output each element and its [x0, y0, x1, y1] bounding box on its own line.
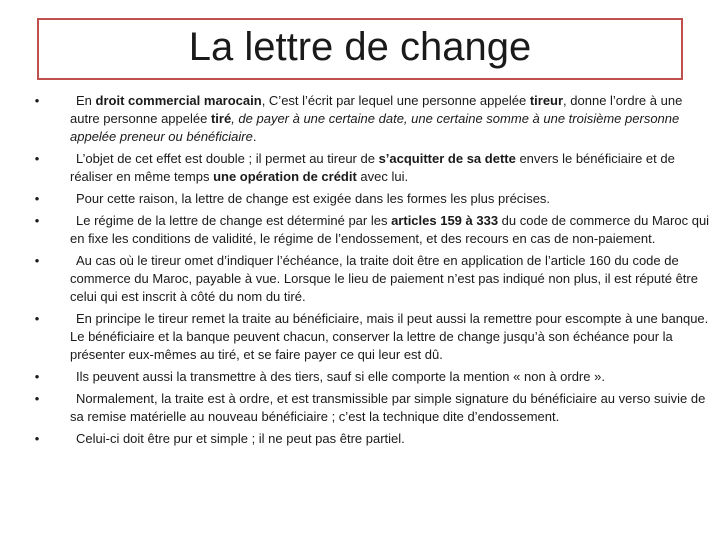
- bullet-item: [30, 310, 710, 364]
- text-run: , donne l’ordre à une autre personne appelée: [70, 93, 683, 126]
- bullet-dot-icon: •: [34, 431, 40, 446]
- bullet-list: [30, 92, 710, 452]
- bullet-item: [30, 150, 710, 186]
- text-run: envers le bénéficiaire et de réaliser en même temps: [70, 151, 675, 184]
- bullet-dot-icon: •: [34, 213, 40, 228]
- bullet-item: [30, 190, 710, 208]
- text-run: articles 159 à 333: [391, 213, 499, 228]
- text-run: avec lui.: [356, 169, 409, 184]
- bullet-text: [70, 368, 710, 386]
- bullet-dot-icon: •: [34, 253, 40, 268]
- bullet-dot-icon: •: [34, 191, 40, 206]
- text-run: En principe le tireur remet la traite au bénéficiaire, mais il peut aussi la remettre pour escompte à une banque. Le bénéficiaire et la banque peuvent chacun, conserver la lettre de change jusqu’à son échéance pour la présenter eux-mêmes au tiré, et se faire payer ce qui leur est dû.: [70, 311, 709, 362]
- text-run: .: [252, 129, 257, 144]
- bullet-dot-icon: •: [34, 369, 40, 384]
- text-run: Celui-ci doit être pur et simple ; il ne peut pas être partiel.: [76, 431, 405, 446]
- text-run: une opération de crédit: [213, 169, 357, 184]
- bullet-text: [70, 430, 710, 448]
- bullet-dot-icon: •: [34, 151, 40, 166]
- text-run: En: [76, 93, 96, 108]
- text-run: Normalement, la traite est à ordre, et est transmissible par simple signature du bénéficiaire au verso suivie de sa remise matérielle au nouveau bénéficiaire ; c’est la technique dite d’endossement.: [70, 391, 706, 424]
- text-run: tiré: [210, 111, 232, 126]
- bullet-text: [70, 310, 710, 364]
- bullet-item: [30, 368, 710, 386]
- bullet-item: [30, 92, 710, 146]
- slide-title: La lettre de change: [188, 25, 532, 69]
- bullet-dot-icon: •: [34, 311, 40, 326]
- text-run: Pour cette raison, la lettre de change est exigée dans les formes les plus précises.: [76, 191, 551, 206]
- text-run: , de payer à une certaine date, une certaine somme à une troisième personne appelée preneur ou bénéficiaire: [70, 111, 680, 144]
- text-run: Le régime de la lettre de change est déterminé par les: [76, 213, 392, 228]
- bullet-item: [30, 252, 710, 306]
- bullet-text: [70, 252, 710, 306]
- bullet-item: [30, 390, 710, 426]
- text-run: du code de commerce du Maroc qui en fixe les conditions de validité, le régime de l’endossement, et des recours en cas de non-paiement.: [70, 213, 710, 246]
- bullet-item: [30, 212, 710, 248]
- bullet-text: [70, 92, 710, 146]
- title-box: [37, 18, 683, 80]
- text-run: , C’est l’écrit par lequel une personne appelée: [261, 93, 530, 108]
- bullet-text: [70, 190, 710, 208]
- text-run: s’acquitter de sa dette: [378, 151, 516, 166]
- bullet-item: [30, 430, 710, 448]
- bullet-dot-icon: •: [34, 391, 40, 406]
- bullet-text: [70, 212, 710, 248]
- text-run: Ils peuvent aussi la transmettre à des tiers, sauf si elle comporte la mention « non à ordre ».: [76, 369, 605, 384]
- text-run: droit commercial marocain: [95, 93, 262, 108]
- text-run: tireur: [529, 93, 564, 108]
- text-run: L’objet de cet effet est double ; il permet au tireur de: [76, 151, 379, 166]
- bullet-dot-icon: •: [34, 93, 40, 108]
- bullet-text: [70, 390, 710, 426]
- bullet-text: [70, 150, 710, 186]
- text-run: Au cas où le tireur omet d’indiquer l’échéance, la traite doit être en application de l’article 160 du code de commerce du Maroc, payable à vue. Lorsque le lieu de paiement n’est pas indiqué non plus, il est réputé être celui qui est inscrit à côté du nom du tiré.: [70, 253, 698, 304]
